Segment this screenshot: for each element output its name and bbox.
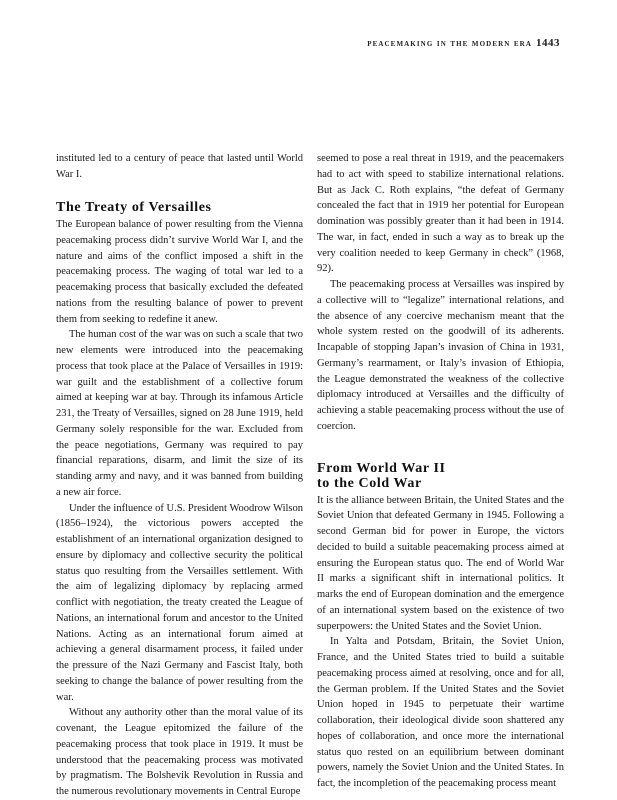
paragraph: The European balance of power resulting from the Vienna peacemaking process didn’t survive World War I, and the nature and aims of the conflict imposed a shift in the peacemaking process. The waging of total war led to a peacemaking process that basically excluded the defeated nations from the resulting balance of power to prevent them from seeking to redefine it anew. [56, 219, 303, 325]
right-column [317, 151, 564, 792]
running-header [367, 37, 560, 49]
heading-line: From World War II [317, 460, 446, 476]
paragraph: In Yalta and Potsdam, Britain, the Soviet Union, France, and the United States tried to build a suitable peacemaking process aimed at resolving, once and for all, the German problem. If the United States and the Soviet Union hoped in 1945 to perpetuate their wartime collaboration, their ideological divide soon shattered any hopes of collaboration, and once more the international status quo rested on an equilibrium between dominant powers, namely the Soviet Union and the United States. In fact, the incompletion of the peacemaking process meant [317, 636, 564, 789]
paragraph: seemed to pose a real threat in 1919, and the peacemakers had to act with speed to stabilize international relations. But as Jack C. Roth explains, “the defeat of Germany concealed the fact that in 1919 her potential for European domination was possibly greater than it had been in 1914. The war, in fact, ended in such a way as to break up the very coalition needed to keep Germany in check” (1968, 92). [317, 153, 564, 275]
paragraph: The peacemaking process at Versailles was inspired by a collective will to “legalize” international relations, and the absence of any coercive mechanism meant that the whole system rested on the goodwill of its adherents. Incapable of stopping Japan’s invasion of China in 1931, Germany’s rearmament, or Italy’s invasion of Ethiopia, the League demonstrated the weakness of the collective diplomacy introduced at Versailles and the difficulty of achieving a stable peacemaking process without the use of coercion. [317, 279, 564, 432]
paragraph: Under the influence of U.S. President Woodrow Wilson (1856–1924), the victorious powers accepted the establishment of an international organization designed to ensure by diplomacy and collective security the political status quo resulting from the Versailles settlement. With the aim of legalizing diplomacy by replacing armed conflict with negotiation, the treaty created the League of Nations, an international forum and ancestor to the United Nations. Acting as an international forum aimed at achieving a general disarmament process, it failed under the pressure of the Nazi Germany and Fascist Italy, both seeking to change the balance of power resulting from the war. [56, 502, 303, 703]
page-number: 1443 [536, 37, 560, 49]
running-title: peacemaking in the modern era [367, 38, 532, 49]
paragraph: It is the alliance between Britain, the United States and the Soviet Union that defeated Germany in 1945. Following a second German bid for power in Europe, the victors decided to build a suitable peacemaking process aimed at ensuring the European status quo. The end of World War II marks a significant shift in international politics. It marks the end of European domination and the emergence of an international system based on the existence of two superpowers: the United States and the Soviet Union. [317, 494, 564, 632]
section-heading-treaty-of-versailles: The Treaty of Versailles [56, 199, 212, 215]
heading-line: to the Cold War [317, 476, 422, 491]
section-heading-world-war-ii-to-cold-war [317, 461, 564, 492]
paragraph: instituted led to a century of peace that lasted until World War I. [56, 153, 303, 180]
paragraph: Without any authority other than the moral value of its covenant, the League epitomized the failure of the peacemaking process that took place in 1919. It must be understood that the peacemaking process was motivated by pragmatism. The Bolshevik Revolution in Russia and the numerous revolutionary movements in Central Europe [56, 707, 303, 797]
left-column [56, 151, 303, 800]
paragraph: The human cost of the war was on such a scale that two new elements were introduced into the peacemaking process that took place at the Palace of Versailles in 1919: war guilt and the establishment of a collective forum aimed at keeping war at bay. Through its infamous Article 231, the Treaty of Versailles, signed on 28 June 1919, held Germany solely responsible for the war. Excluded from the peace negotiations, Germany was required to pay financial reparations, disarm, and limit the size of its standing army and navy, and it was banned from building a new air force. [56, 329, 303, 498]
